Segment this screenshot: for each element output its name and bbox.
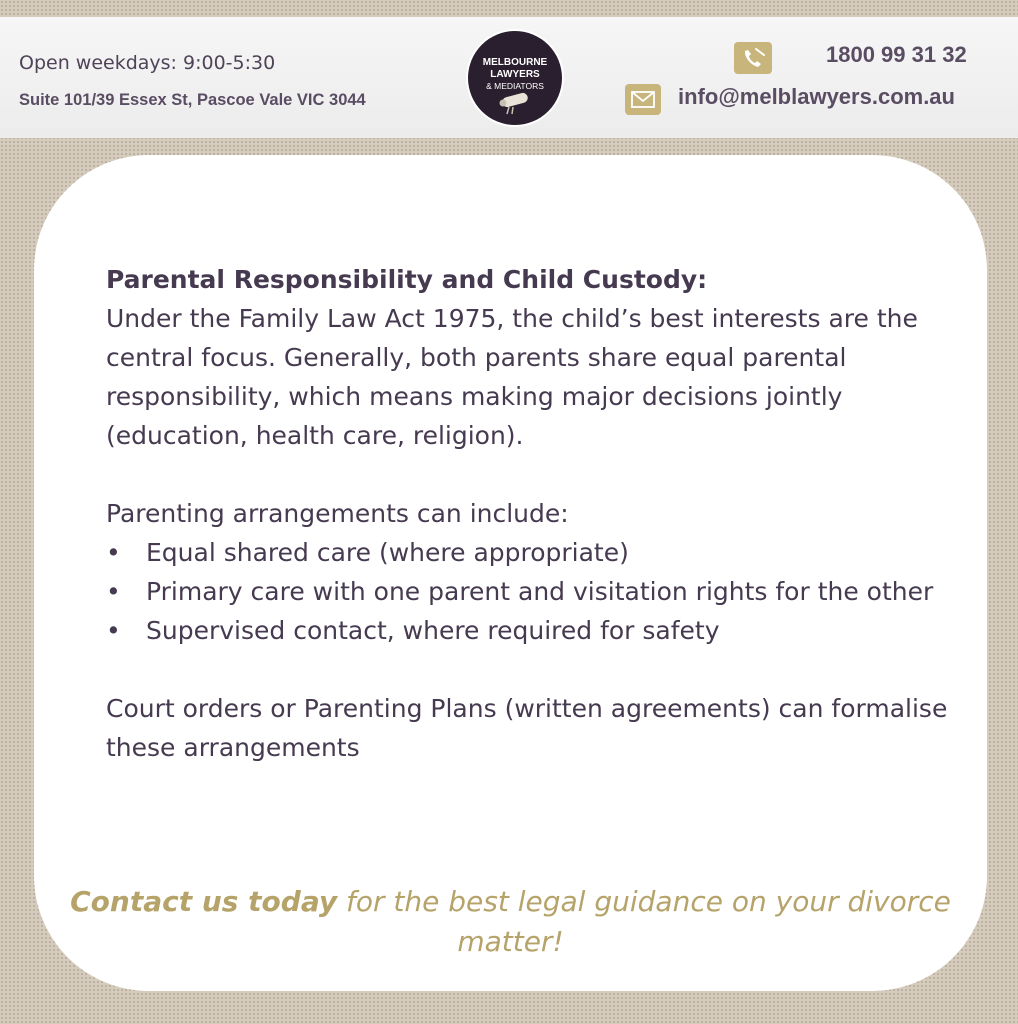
envelope-icon: [625, 84, 661, 115]
section-heading: Parental Responsibility and Child Custody:: [106, 265, 708, 294]
logo-text-line1: MELBOURNE: [482, 57, 548, 68]
list-item-text: Equal shared care (where appropriate): [146, 538, 629, 567]
logo-text-line2: LAWYERS: [490, 69, 540, 80]
contact-header-bar: [0, 17, 1018, 138]
bullet-marker: •: [106, 577, 121, 606]
content-card: [34, 155, 987, 991]
phone-icon: [734, 42, 772, 74]
closing-paragraph: Court orders or Parenting Plans (written agreements) can formalise these arrangements: [106, 694, 948, 762]
bullet-marker: •: [106, 616, 121, 645]
intro-paragraph: Under the Family Law Act 1975, the child’s best interests are the central focus. Generally, both parents share equal parental responsibility, which means making major decisions jointly (education, health care, religion).: [106, 304, 918, 450]
list-intro: Parenting arrangements can include:: [106, 499, 569, 528]
list-item: [106, 572, 966, 611]
call-to-action: [34, 882, 987, 962]
list-item-text: Supervised contact, where required for safety: [146, 616, 720, 645]
bullet-marker: •: [106, 538, 121, 567]
phone-number[interactable]: 1800 99 31 32: [826, 42, 967, 67]
office-address: Suite 101/39 Essex St, Pascoe Vale VIC 3044: [19, 91, 366, 109]
cta-emphasis[interactable]: Contact us today: [70, 885, 338, 918]
list-item: [106, 611, 966, 650]
article-body: [106, 260, 966, 767]
opening-hours: Open weekdays: 9:00-5:30: [19, 52, 276, 74]
cta-text: for the best legal guidance on your divorce matter!: [337, 885, 951, 958]
melbourne-lawyers-logo[interactable]: [465, 28, 565, 128]
list-item: [106, 533, 966, 572]
list-item-text: Primary care with one parent and visitation rights for the other: [146, 577, 934, 606]
email-address[interactable]: info@melblawyers.com.au: [678, 84, 955, 109]
logo-text-line3: & MEDIATORS: [486, 81, 544, 91]
